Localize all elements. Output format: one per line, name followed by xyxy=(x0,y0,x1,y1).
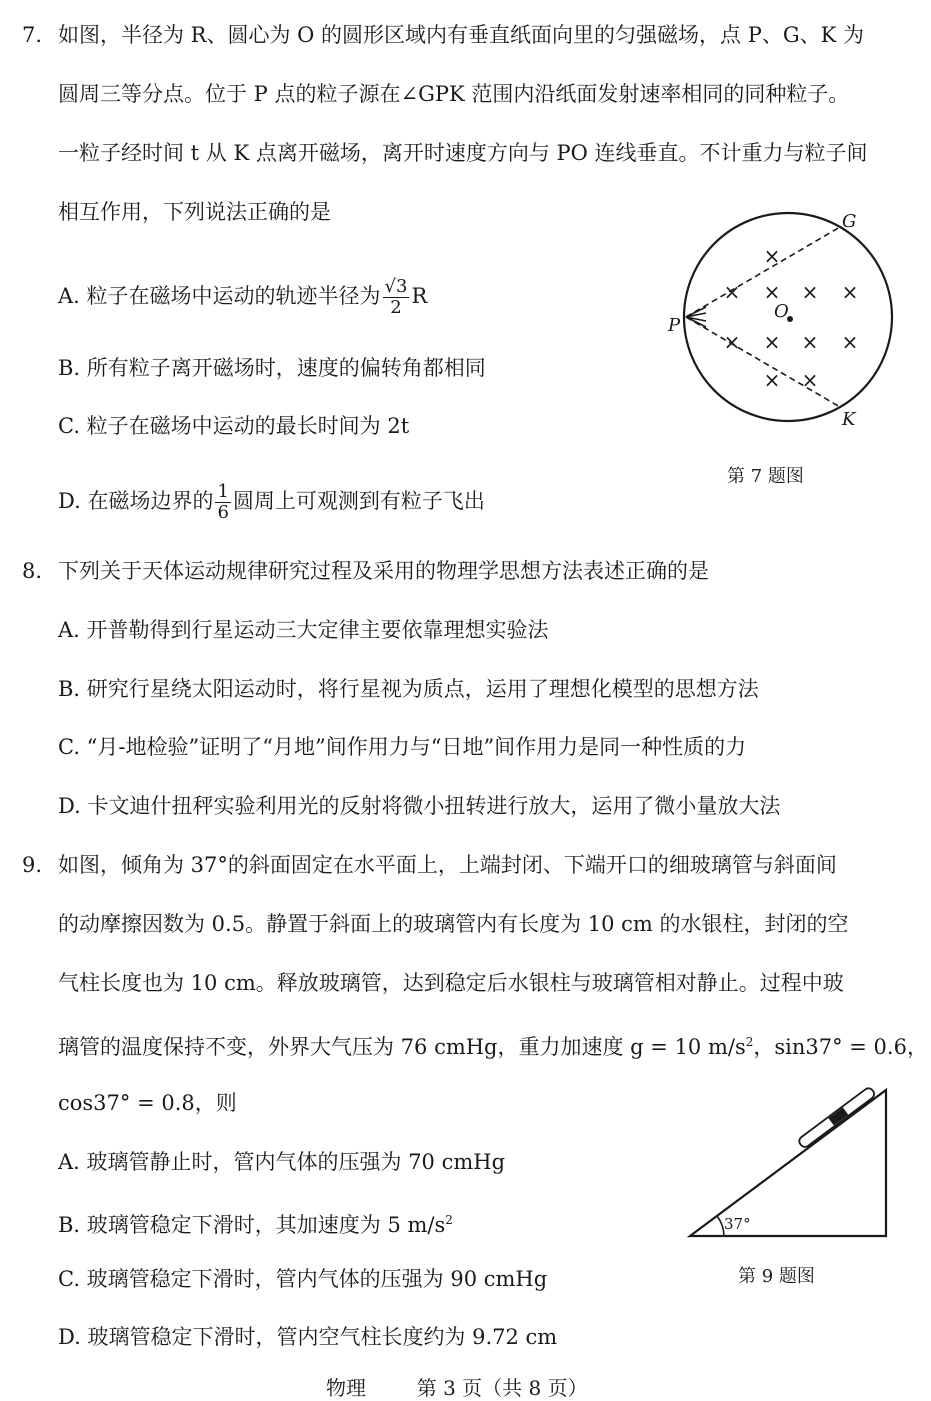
q9-figure-incline xyxy=(680,1080,910,1250)
field-cross: × xyxy=(763,330,781,354)
q7-option-b: B. 所有粒子离开磁场时，速度的偏转角都相同 xyxy=(58,356,486,380)
field-cross: × xyxy=(763,280,781,304)
q8-option-c: C. “月-地检验”证明了“月地”间作用力与“日地”间作用力是同一种性质的力 xyxy=(58,735,747,759)
field-cross: × xyxy=(801,330,819,354)
footer xyxy=(326,1372,588,1401)
label-k: K xyxy=(842,409,856,430)
q7-option-d: D. 在磁场边界的 $\frac{1}{6}$ 圆周上可观测到有粒子飞出 xyxy=(58,481,485,523)
q9-option-d: D. 玻璃管稳定下滑时，管内空气柱长度约为 9.72 cm xyxy=(58,1325,558,1349)
q7-option-c: C. 粒子在磁场中运动的最长时间为 2t xyxy=(58,414,410,438)
q7-stem-line-2: 圆周三等分点。位于 P 点的粒子源在∠GPK 范围内沿纸面发射速率相同的同种粒子。 xyxy=(58,82,850,106)
label-o: O xyxy=(774,301,789,322)
q7-stem-line-1: 7. 如图，半径为 R、圆心为 O 的圆形区域内有垂直纸面向里的匀强磁场，点 P、G、K 为 xyxy=(22,20,864,50)
field-cross: × xyxy=(763,244,781,268)
field-cross: × xyxy=(763,368,781,392)
glass-tube xyxy=(797,1086,876,1149)
q7-stem-line-4: 相互作用，下列说法正确的是 xyxy=(58,200,331,224)
incline-triangle xyxy=(690,1090,886,1236)
q7-number: 7. xyxy=(22,23,43,47)
q8-option-b: B. 研究行星绕太阳运动时，将行星视为质点，运用了理想化模型的思想方法 xyxy=(58,677,759,701)
q9-figure-caption: 第 9 题图 xyxy=(738,1266,815,1287)
q9-stem-line-1: 9. 如图，倾角为 37°的斜面固定在水平面上，上端封闭、下端开口的细玻璃管与斜面间 xyxy=(22,850,837,880)
q9-option-b: B. 玻璃管稳定下滑时，其加速度为 5 $m/s^2$ xyxy=(58,1213,453,1237)
q9-stem-line-4: 璃管的温度保持不变，外界大气压为 76 cmHg，重力加速度 g = 10 $m/s^2$，sin37° = 0.6， xyxy=(58,1035,928,1059)
field-cross: × xyxy=(723,280,741,304)
q8-option-d: D. 卡文迪什扭秤实验利用光的反射将微小扭转进行放大，运用了微小量放大法 xyxy=(58,794,781,818)
q7-option-a-fraction: $\frac{√3}{2}$ xyxy=(384,276,408,318)
q9-option-c: C. 玻璃管稳定下滑时，管内气体的压强为 90 cmHg xyxy=(58,1267,548,1291)
q9-option-a: A. 玻璃管静止时，管内气体的压强为 70 cmHg xyxy=(58,1150,506,1174)
field-cross: × xyxy=(801,368,819,392)
q8-number: 8. xyxy=(22,559,43,583)
q9-stem-line-3: 气柱长度也为 10 cm。释放玻璃管，达到稳定后水银柱与玻璃管相对静止。过程中玻 xyxy=(58,971,844,995)
q9-number: 9. xyxy=(22,853,43,877)
q8-stem: 8. 下列关于天体运动规律研究过程及采用的物理学思想方法表述正确的是 xyxy=(22,556,709,586)
angle-label: 37° xyxy=(724,1215,751,1233)
q8-option-a: A. 开普勒得到行星运动三大定律主要依靠理想实验法 xyxy=(58,618,549,642)
q7-figure-caption: 第 7 题图 xyxy=(727,466,804,487)
q9-stem-line-5: cos37° = 0.8，则 xyxy=(58,1091,237,1115)
angle-arc xyxy=(717,1216,724,1236)
q9-stem-line-2: 的动摩擦因数为 0.5。静置于斜面上的玻璃管内有长度为 10 cm 的水银柱，封闭的空 xyxy=(58,912,849,936)
label-g: G xyxy=(842,211,857,232)
footer-subject: 物理 xyxy=(326,1376,366,1400)
q7-option-a: A. 粒子在磁场中运动的轨迹半径为 $\frac{√3}{2}$ R xyxy=(58,276,428,318)
field-cross: × xyxy=(723,330,741,354)
field-cross: × xyxy=(841,330,859,354)
label-p: P xyxy=(668,315,681,336)
field-cross: × xyxy=(801,280,819,304)
q7-option-d-fraction: $\frac{1}{6}$ xyxy=(217,481,229,523)
field-cross: × xyxy=(841,280,859,304)
q7-stem-line-3: 一粒子经时间 t 从 K 点离开磁场，离开时速度方向与 PO 连线垂直。不计重力与粒子间 xyxy=(58,141,868,165)
q7-figure-circle-field xyxy=(660,205,910,445)
particle-source-rays xyxy=(686,307,706,327)
footer-page: 第 3 页（共 8 页） xyxy=(416,1376,588,1400)
